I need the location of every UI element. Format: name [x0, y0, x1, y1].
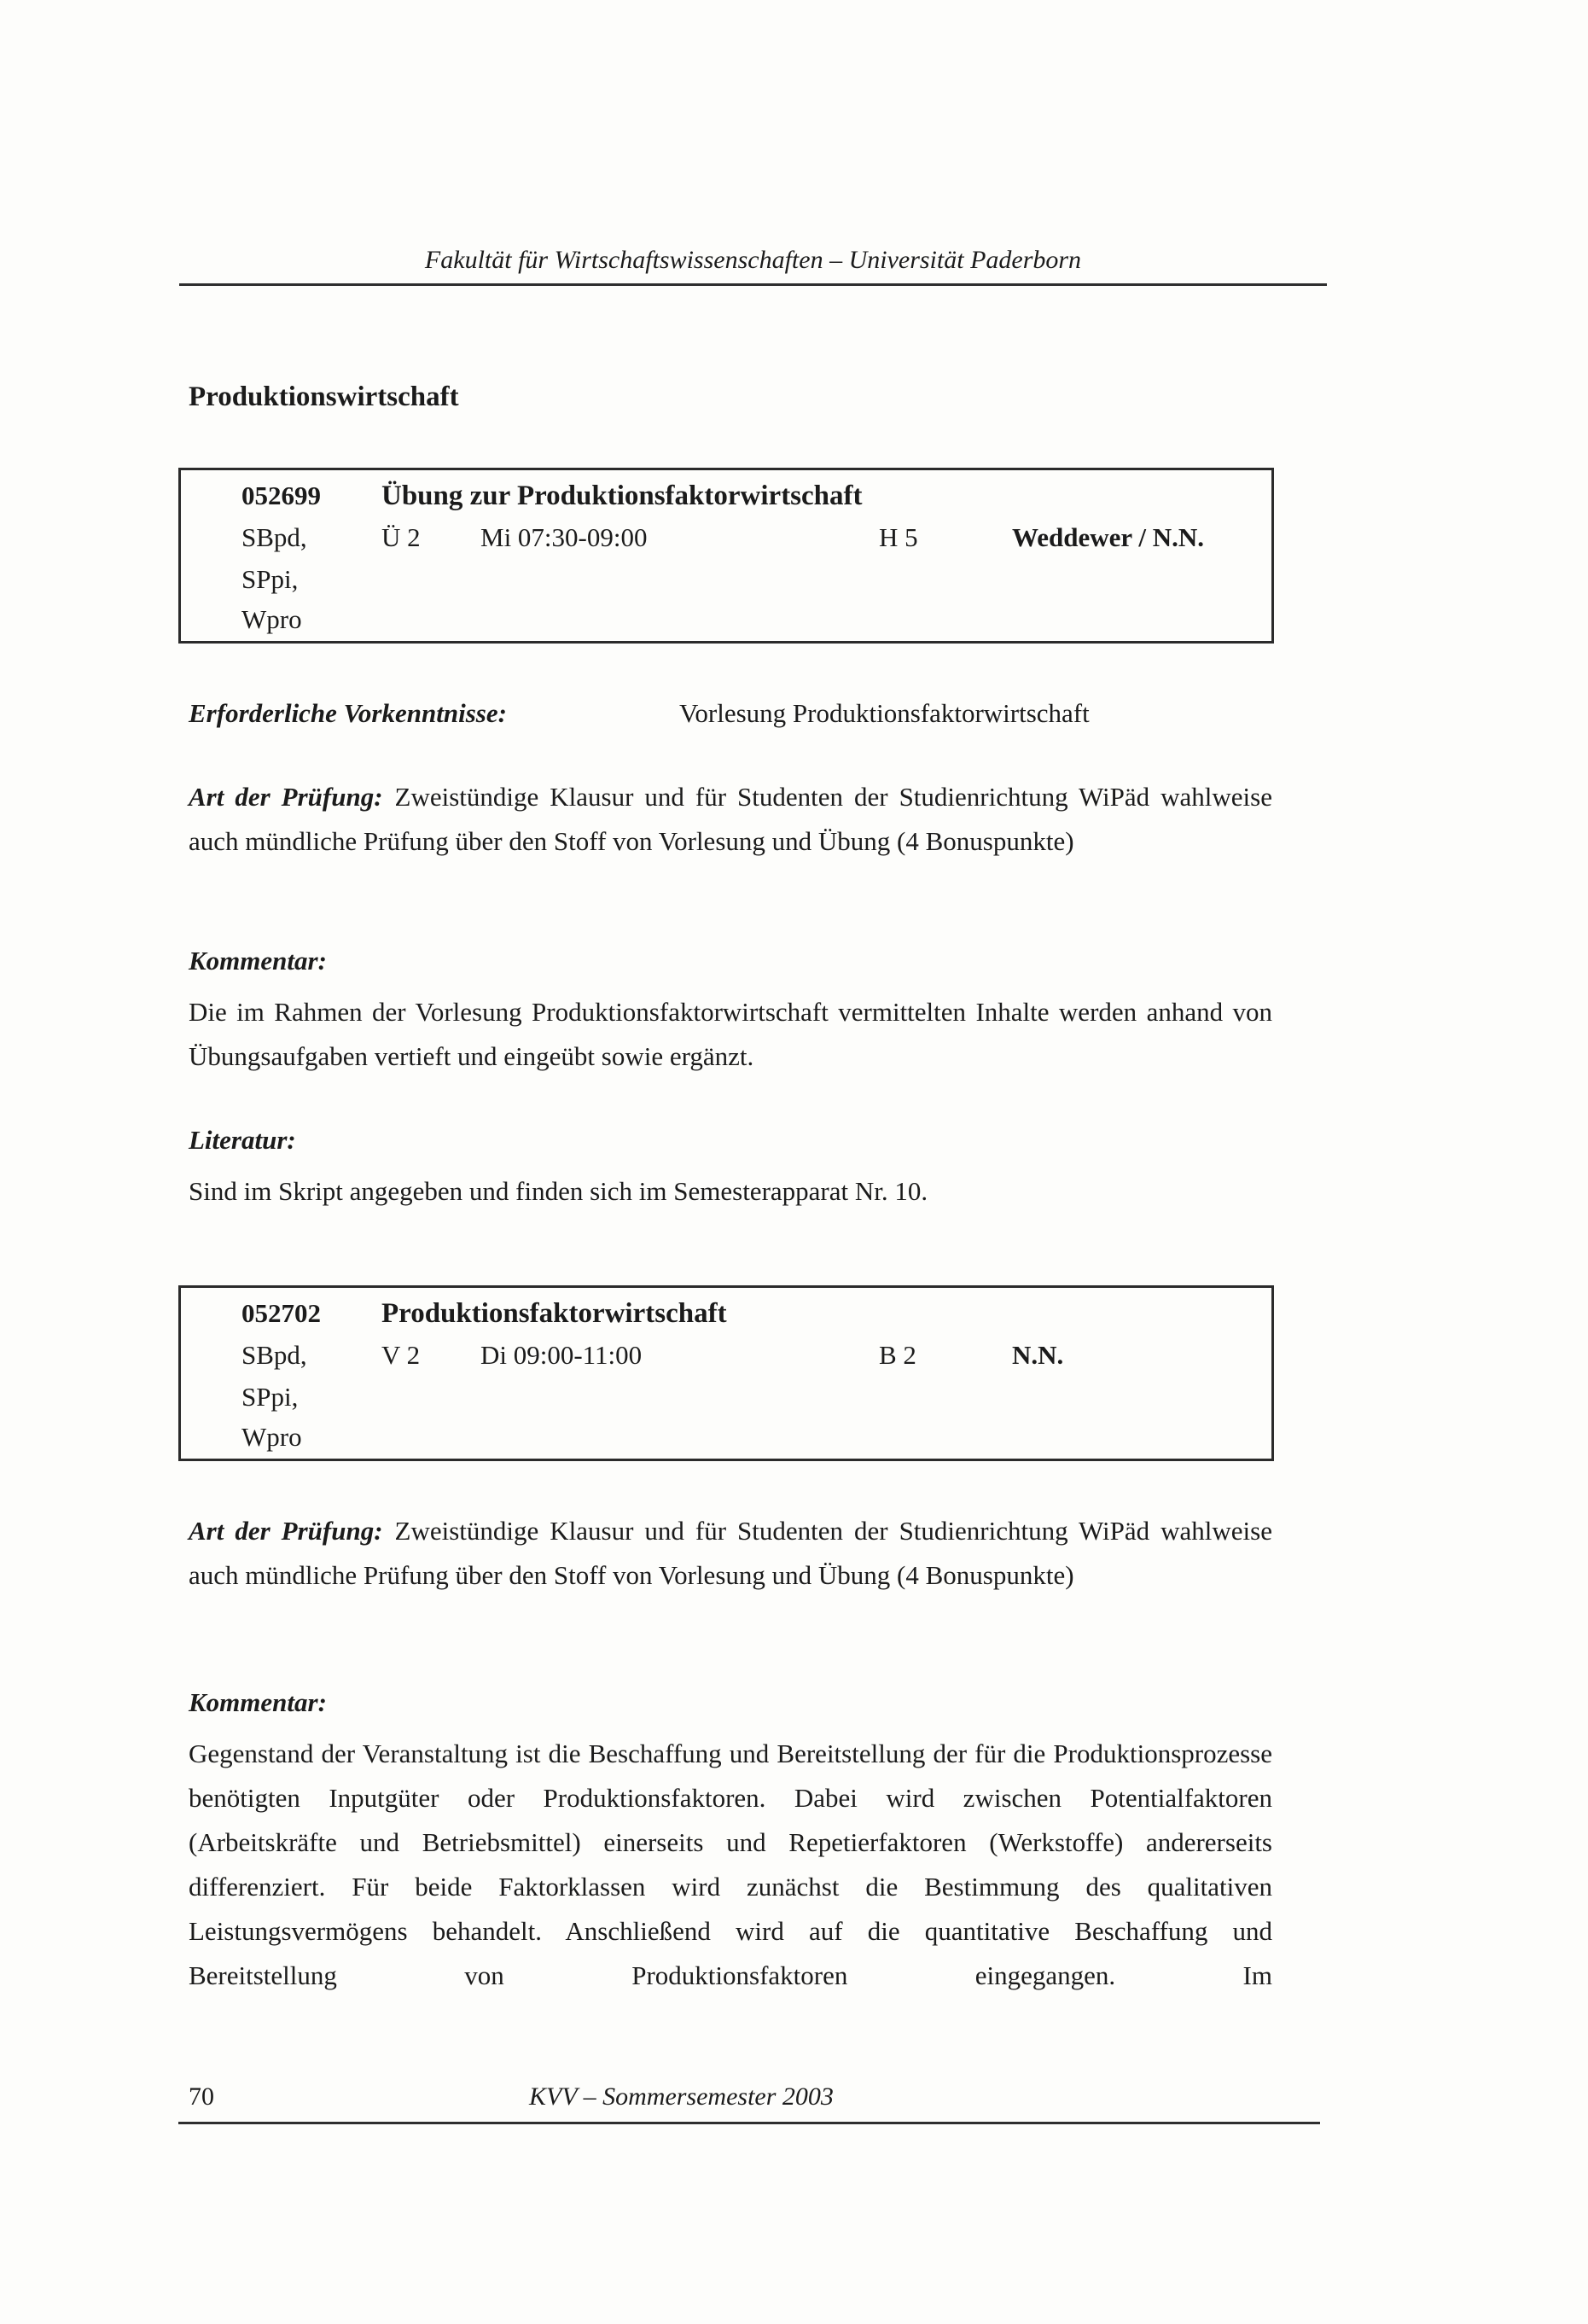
exam-text: Zweistündige Klausur und für Studenten der Studienrichtung WiPäd wahlweise auch mündliche Prüfung über den Stoff von Vorlesung und Übung (4 Bonuspunkte) [189, 782, 1272, 856]
course-group-2: SPpi, [241, 1382, 299, 1412]
course-code: 052699 [241, 481, 321, 510]
exam-paragraph-1 [189, 775, 1272, 864]
running-header-title: Fakultät für Wirtschaftswissenschaften – Universität Paderborn [424, 246, 1082, 274]
course-title: Produktionsfaktorwirtschaft [381, 1298, 727, 1329]
course-lecturer: N.N. [1012, 1340, 1064, 1370]
course-code: 052702 [241, 1298, 321, 1328]
course-type: Ü 2 [381, 522, 421, 552]
literatur-text: Sind im Skript angegeben und finden sich im Semesterapparat Nr. 10. [189, 1176, 928, 1206]
running-header [179, 246, 1327, 286]
course-box-1 [178, 468, 1274, 644]
footer-title: KVV – Sommersemester 2003 [529, 2082, 834, 2111]
exam-label: Art der Prüfung: [189, 782, 383, 812]
literatur-label: Literatur: [189, 1125, 296, 1155]
kommentar-label-1: Kommentar: [189, 946, 327, 976]
course-group-2: SPpi, [241, 564, 299, 594]
course-group-1: SBpd, [241, 1340, 307, 1370]
footer-page-number: 70 [189, 2082, 214, 2111]
kommentar-text-1: Die im Rahmen der Vorlesung Produktionsfaktorwirtschaft vermittelten Inhalte werden anhand von Übungsaufgaben vertieft und eingeübt sowie ergänzt. [189, 997, 1272, 1071]
footer-rule [178, 2122, 1320, 2124]
kommentar-label-2: Kommentar: [189, 1687, 327, 1717]
exam-label: Art der Prüfung: [189, 1516, 383, 1546]
exam-paragraph-2 [189, 1509, 1272, 1598]
course-type: V 2 [381, 1340, 421, 1370]
course-time: Di 09:00-11:00 [480, 1340, 643, 1370]
course-room: H 5 [879, 522, 918, 552]
course-box-2 [178, 1285, 1274, 1461]
course-time: Mi 07:30-09:00 [480, 522, 648, 552]
course-group-1: SBpd, [241, 522, 307, 552]
course-group-3: Wpro [241, 1422, 302, 1452]
course-title: Übung zur Produktionsfaktorwirtschaft [381, 481, 863, 511]
course-room: B 2 [879, 1340, 916, 1370]
course-lecturer: Weddewer / N.N. [1012, 522, 1205, 552]
kommentar-text-2: Gegenstand der Veranstaltung ist die Beschaffung und Bereitstellung der für die Produktionsprozesse benötigten Inputgüter oder Produktionsfaktoren. Dabei wird zwischen Potentialfaktoren (Arbeitskräfte und Betriebsmittel) einerseits und Repetierfaktoren (Werkstoffe) andererseits differenziert. Für beide Faktorklassen wird zunächst die Bestimmung des qualitativen Leistungsvermögens behandelt. Anschließend wird auf die quantitative Beschaffung und Bereitstellung von Produktionsfaktoren eingegangen. Im [189, 1739, 1272, 1990]
section-title: Produktionswirtschaft [189, 382, 459, 412]
prereq-label: Erforderliche Vorkenntnisse: [189, 698, 507, 728]
prereq-value: Vorlesung Produktionsfaktorwirtschaft [679, 698, 1090, 728]
exam-text: Zweistündige Klausur und für Studenten der Studienrichtung WiPäd wahlweise auch mündliche Prüfung über den Stoff von Vorlesung und Übung (4 Bonuspunkte) [189, 1516, 1272, 1590]
course-group-3: Wpro [241, 604, 302, 634]
